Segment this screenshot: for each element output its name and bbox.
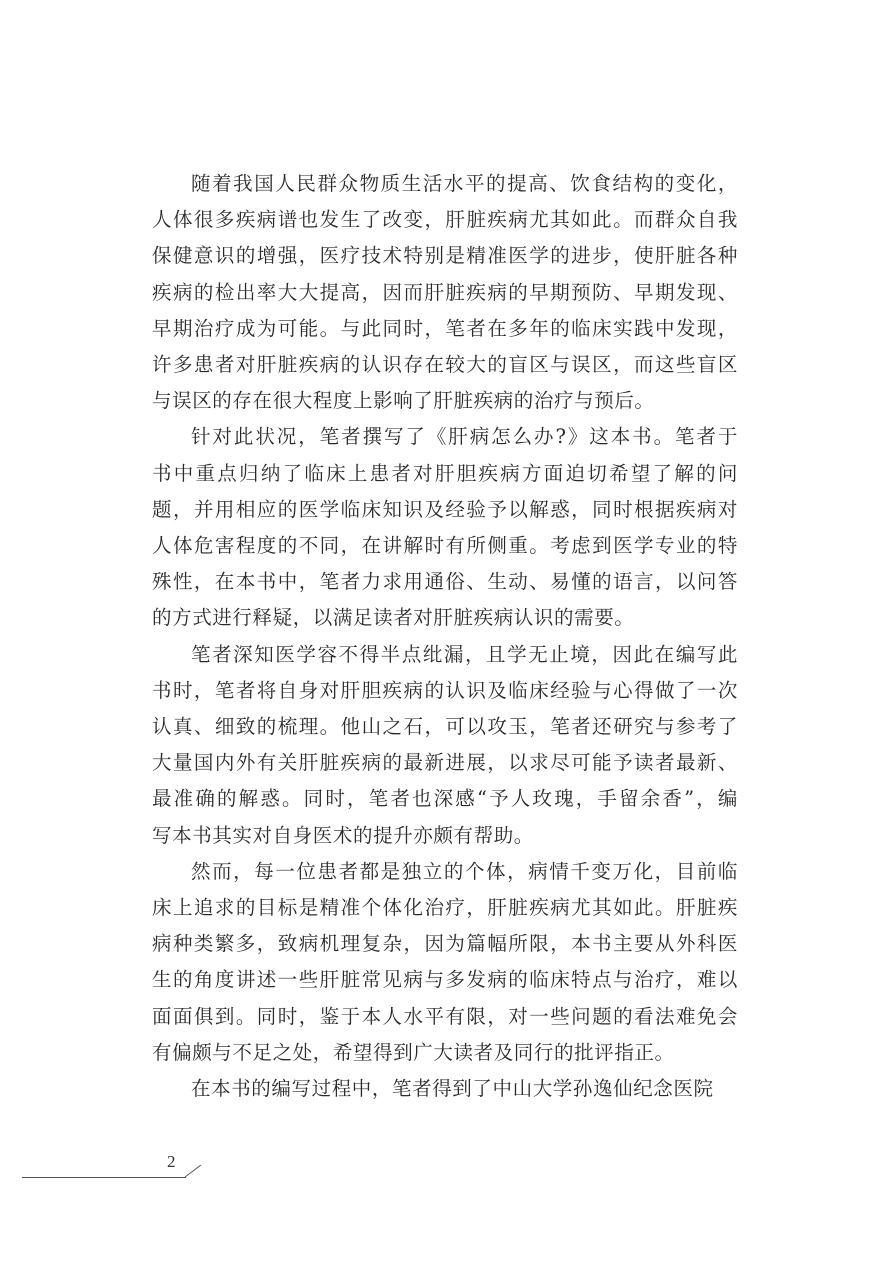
text-line: 面面俱到。同时，鉴于本人水平有限，对一些问题的看法难免会	[152, 1004, 738, 1028]
text-line: 人体很多疾病谱也发生了改变，肝脏疾病尤其如此。而群众自我	[152, 208, 738, 232]
text-line: 许多患者对肝脏疾病的认识存在较大的盲区与误区，而这些盲区	[152, 353, 738, 377]
text-line: 保健意识的增强，医疗技术特别是精准医学的进步，使肝脏各种	[152, 244, 738, 268]
text-line: 殊性，在本书中，笔者力求用通俗、生动、易懂的语言，以问答	[152, 570, 738, 594]
text-line: 人体危害程度的不同，在讲解时有所侧重。考虑到医学专业的特	[152, 534, 738, 558]
text-line: 写本书其实对自身医术的提升亦颇有帮助。	[152, 823, 534, 847]
paragraph	[152, 419, 738, 636]
text-line: 书时，笔者将自身对肝胆疾病的认识及临床经验与心得做了一次	[152, 678, 738, 702]
text-line: 生的角度讲述一些肝脏常见病与多发病的临床特点与治疗，难以	[152, 968, 738, 992]
body-text	[152, 166, 738, 1107]
text-line: 然而，每一位患者都是独立的个体，病情千变万化，目前临	[191, 859, 738, 883]
text-line: 书中重点归纳了临床上患者对肝胆疾病方面迫切希望了解的问	[152, 461, 738, 485]
paragraph	[152, 1071, 738, 1107]
text-line: 疾病的检出率大大提高，因而肝脏疾病的早期预防、早期发现、	[152, 280, 738, 304]
text-line: 最准确的解惑。同时，笔者也深感“予人玫瑰，手留余香”，编	[152, 787, 738, 811]
footer-rule	[22, 1177, 186, 1178]
text-line: 床上追求的目标是精准个体化治疗，肝脏疾病尤其如此。肝脏疾	[152, 896, 738, 920]
text-line: 在本书的编写过程中，笔者得到了中山大学孙逸仙纪念医院	[191, 1077, 714, 1101]
text-line: 笔者深知医学容不得半点纰漏，且学无止境，因此在编写此	[191, 642, 738, 666]
paragraph	[152, 854, 738, 1071]
text-line: 大量国内外有关肝脏疾病的最新进展，以求尽可能予读者最新、	[152, 751, 738, 775]
text-line: 认真、细致的梳理。他山之石，可以攻玉，笔者还研究与参考了	[152, 715, 738, 739]
text-line: 的方式进行释疑，以满足读者对肝脏疾病认识的需要。	[152, 606, 635, 630]
text-line: 早期治疗成为可能。与此同时，笔者在多年的临床实践中发现，	[152, 316, 738, 340]
text-line: 病种类繁多，致病机理复杂，因为篇幅所限，本书主要从外科医	[152, 932, 738, 956]
text-line: 针对此状况，笔者撰写了《肝病怎么办?》这本书。笔者于	[191, 425, 738, 449]
text-line: 与误区的存在很大程度上影响了肝脏疾病的治疗与预后。	[152, 389, 655, 413]
footer-slash-mark	[183, 1160, 203, 1180]
text-line: 题，并用相应的医学临床知识及经验予以解惑，同时根据疾病对	[152, 497, 738, 521]
page-number: 2	[167, 1152, 176, 1171]
page-footer	[22, 1152, 212, 1192]
text-line: 有偏颇与不足之处，希望得到广大读者及同行的批评指正。	[152, 1040, 675, 1064]
paragraph	[152, 637, 738, 854]
paragraph	[152, 166, 738, 419]
text-line: 随着我国人民群众物质生活水平的提高、饮食结构的变化，	[191, 172, 738, 195]
